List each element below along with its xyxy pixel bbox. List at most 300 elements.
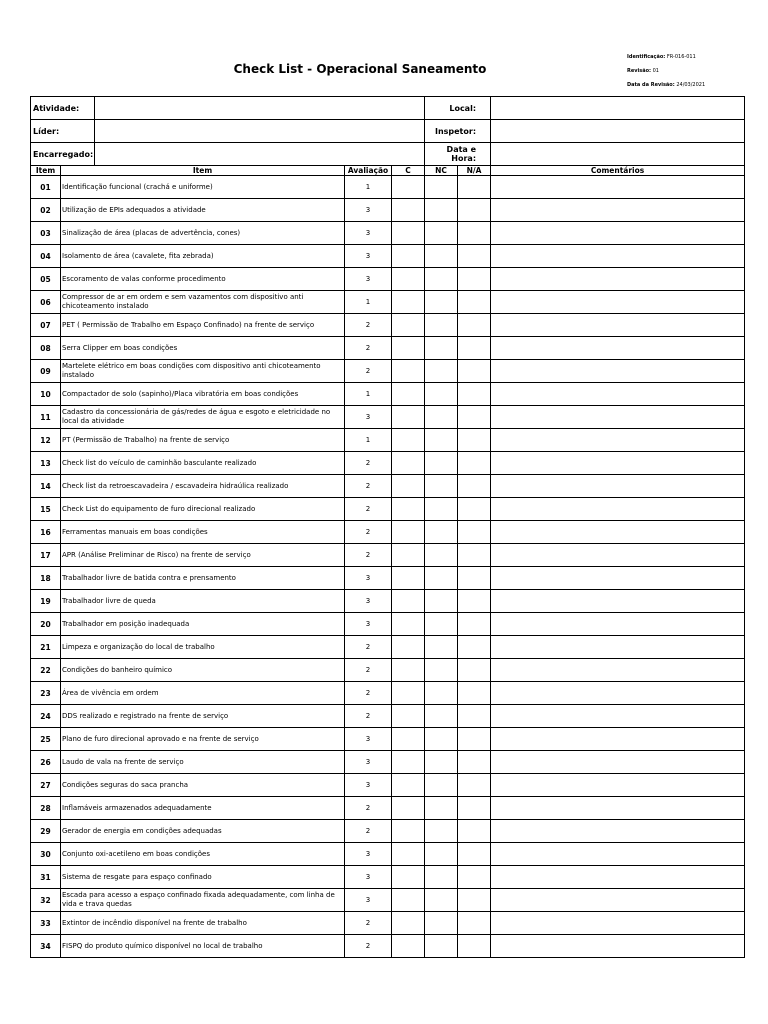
- row-avaliacao: 1: [345, 429, 392, 452]
- row-na-cell[interactable]: [458, 797, 491, 820]
- row-item: DDS realizado e registrado na frente de serviço: [61, 705, 345, 728]
- row-avaliacao: 2: [345, 705, 392, 728]
- row-nc-cell[interactable]: [425, 337, 458, 360]
- row-nc-cell[interactable]: [425, 659, 458, 682]
- row-c-cell[interactable]: [392, 728, 425, 751]
- row-avaliacao: 3: [345, 590, 392, 613]
- row-comentarios-cell[interactable]: [491, 222, 745, 245]
- row-number: 28: [31, 797, 61, 820]
- table-row: [31, 912, 745, 935]
- row-nc-cell[interactable]: [425, 429, 458, 452]
- row-nc-cell[interactable]: [425, 613, 458, 636]
- table-row: [31, 797, 745, 820]
- row-number: 23: [31, 682, 61, 705]
- row-item: Extintor de incêndio disponível na frente de trabalho: [61, 912, 345, 935]
- row-number: 03: [31, 222, 61, 245]
- table-row: [31, 567, 745, 590]
- row-avaliacao: 2: [345, 797, 392, 820]
- row-c-cell[interactable]: [392, 291, 425, 314]
- row-c-cell[interactable]: [392, 245, 425, 268]
- row-item: Check List do equipamento de furo direcional realizado: [61, 498, 345, 521]
- row-item: Condições do banheiro químico: [61, 659, 345, 682]
- table-row: [31, 176, 745, 199]
- row-nc-cell[interactable]: [425, 291, 458, 314]
- row-na-cell[interactable]: [458, 843, 491, 866]
- row-avaliacao: 3: [345, 843, 392, 866]
- table-row: [31, 820, 745, 843]
- table-row: [31, 728, 745, 751]
- row-number: 22: [31, 659, 61, 682]
- meta-data-revisao: [627, 82, 762, 88]
- row-nc-cell[interactable]: [425, 268, 458, 291]
- row-nc-cell[interactable]: [425, 452, 458, 475]
- row-comentarios-cell[interactable]: [491, 843, 745, 866]
- row-na-cell[interactable]: [458, 521, 491, 544]
- row-na-cell[interactable]: [458, 659, 491, 682]
- row-c-cell[interactable]: [392, 682, 425, 705]
- row-number: 08: [31, 337, 61, 360]
- row-comentarios-cell[interactable]: [491, 291, 745, 314]
- row-comentarios-cell[interactable]: [491, 935, 745, 958]
- col-na: N/A: [458, 166, 491, 176]
- row-nc-cell[interactable]: [425, 751, 458, 774]
- row-comentarios-cell[interactable]: [491, 199, 745, 222]
- atividade-field[interactable]: [95, 97, 425, 120]
- row-item: Compressor de ar em ordem e sem vazamentos com dispositivo anti chicoteamento instalado: [61, 291, 345, 314]
- row-number: 26: [31, 751, 61, 774]
- row-number: 11: [31, 406, 61, 429]
- row-number: 12: [31, 429, 61, 452]
- row-number: 33: [31, 912, 61, 935]
- table-row: [31, 268, 745, 291]
- row-comentarios-cell[interactable]: [491, 475, 745, 498]
- row-nc-cell[interactable]: [425, 682, 458, 705]
- row-nc-cell[interactable]: [425, 889, 458, 912]
- row-na-cell[interactable]: [458, 406, 491, 429]
- row-comentarios-cell[interactable]: [491, 636, 745, 659]
- row-c-cell[interactable]: [392, 567, 425, 590]
- row-item: Martelete elétrico em boas condições com dispositivo anti chicoteamento instalado: [61, 360, 345, 383]
- row-avaliacao: 3: [345, 774, 392, 797]
- row-item: Serra Clipper em boas condições: [61, 337, 345, 360]
- table-row: [31, 314, 745, 337]
- row-avaliacao: 2: [345, 337, 392, 360]
- row-c-cell[interactable]: [392, 314, 425, 337]
- meta-data-revisao-value: 24/03/2021: [676, 82, 706, 88]
- row-nc-cell[interactable]: [425, 360, 458, 383]
- col-item: Item: [61, 166, 345, 176]
- row-c-cell[interactable]: [392, 429, 425, 452]
- row-nc-cell[interactable]: [425, 866, 458, 889]
- row-c-cell[interactable]: [392, 406, 425, 429]
- local-label: Local:: [425, 97, 491, 120]
- table-row: [31, 843, 745, 866]
- row-c-cell[interactable]: [392, 843, 425, 866]
- row-number: 02: [31, 199, 61, 222]
- row-c-cell[interactable]: [392, 475, 425, 498]
- row-c-cell[interactable]: [392, 383, 425, 406]
- row-na-cell[interactable]: [458, 912, 491, 935]
- row-na-cell[interactable]: [458, 935, 491, 958]
- table-row: [31, 245, 745, 268]
- row-c-cell[interactable]: [392, 222, 425, 245]
- row-c-cell[interactable]: [392, 199, 425, 222]
- col-nc: NC: [425, 166, 458, 176]
- row-c-cell[interactable]: [392, 360, 425, 383]
- row-nc-cell[interactable]: [425, 843, 458, 866]
- row-comentarios-cell[interactable]: [491, 912, 745, 935]
- row-c-cell[interactable]: [392, 659, 425, 682]
- row-comentarios-cell[interactable]: [491, 590, 745, 613]
- row-na-cell[interactable]: [458, 337, 491, 360]
- row-comentarios-cell[interactable]: [491, 521, 745, 544]
- table-row: [31, 291, 745, 314]
- row-item: Escada para acesso a espaço confinado fixada adequadamente, com linha de vida e trava quedas: [61, 889, 345, 912]
- row-comentarios-cell[interactable]: [491, 383, 745, 406]
- document-title: Check List - Operacional Saneamento: [233, 62, 487, 76]
- row-avaliacao: 3: [345, 406, 392, 429]
- table-row: [31, 636, 745, 659]
- row-item: Check list do veículo de caminhão basculante realizado: [61, 452, 345, 475]
- row-c-cell[interactable]: [392, 544, 425, 567]
- row-c-cell[interactable]: [392, 889, 425, 912]
- row-na-cell[interactable]: [458, 567, 491, 590]
- row-avaliacao: 3: [345, 222, 392, 245]
- row-nc-cell[interactable]: [425, 820, 458, 843]
- row-avaliacao: 3: [345, 728, 392, 751]
- table-row: [31, 774, 745, 797]
- table-row: [31, 590, 745, 613]
- meta-identificacao-label: Identificação:: [627, 54, 666, 60]
- row-avaliacao: 3: [345, 751, 392, 774]
- row-comentarios-cell[interactable]: [491, 176, 745, 199]
- row-c-cell[interactable]: [392, 337, 425, 360]
- row-comentarios-cell[interactable]: [491, 774, 745, 797]
- row-item: Trabalhador livre de batida contra e prensamento: [61, 567, 345, 590]
- row-number: 34: [31, 935, 61, 958]
- row-na-cell[interactable]: [458, 774, 491, 797]
- row-c-cell[interactable]: [392, 498, 425, 521]
- row-item: PET ( Permissão de Trabalho em Espaço Confinado) na frente de serviço: [61, 314, 345, 337]
- row-comentarios-cell[interactable]: [491, 751, 745, 774]
- row-item: Laudo de vala na frente de serviço: [61, 751, 345, 774]
- table-row: [31, 613, 745, 636]
- row-number: 31: [31, 866, 61, 889]
- row-number: 14: [31, 475, 61, 498]
- row-avaliacao: 3: [345, 613, 392, 636]
- col-comentarios: Comentários: [491, 166, 745, 176]
- table-row: [31, 866, 745, 889]
- data-hora-field[interactable]: [491, 143, 745, 166]
- row-number: 10: [31, 383, 61, 406]
- row-item: Área de vivência em ordem: [61, 682, 345, 705]
- row-na-cell[interactable]: [458, 866, 491, 889]
- row-item: Trabalhador em posição inadequada: [61, 613, 345, 636]
- row-nc-cell[interactable]: [425, 797, 458, 820]
- meta-data-revisao-label: Data da Revisão:: [627, 82, 675, 88]
- row-avaliacao: 3: [345, 245, 392, 268]
- row-number: 29: [31, 820, 61, 843]
- row-item: Trabalhador livre de queda: [61, 590, 345, 613]
- table-row: [31, 705, 745, 728]
- row-c-cell[interactable]: [392, 820, 425, 843]
- row-avaliacao: 3: [345, 268, 392, 291]
- col-item-num: Item: [31, 166, 61, 176]
- lider-field[interactable]: [95, 120, 425, 143]
- table-row: [31, 360, 745, 383]
- data-hora-label: Data e Hora:: [425, 143, 491, 166]
- row-number: 32: [31, 889, 61, 912]
- row-comentarios-cell[interactable]: [491, 682, 745, 705]
- row-c-cell[interactable]: [392, 751, 425, 774]
- row-item: Limpeza e organização do local de trabalho: [61, 636, 345, 659]
- table-row: [31, 475, 745, 498]
- table-row: [31, 222, 745, 245]
- row-na-cell[interactable]: [458, 176, 491, 199]
- row-nc-cell[interactable]: [425, 567, 458, 590]
- meta-revisao: [627, 68, 762, 74]
- row-item: Sistema de resgate para espaço confinado: [61, 866, 345, 889]
- row-nc-cell[interactable]: [425, 406, 458, 429]
- row-comentarios-cell[interactable]: [491, 613, 745, 636]
- row-nc-cell[interactable]: [425, 728, 458, 751]
- row-item: Gerador de energia em condições adequadas: [61, 820, 345, 843]
- row-comentarios-cell[interactable]: [491, 360, 745, 383]
- row-number: 06: [31, 291, 61, 314]
- row-na-cell[interactable]: [458, 429, 491, 452]
- row-na-cell[interactable]: [458, 613, 491, 636]
- row-comentarios-cell[interactable]: [491, 567, 745, 590]
- row-number: 04: [31, 245, 61, 268]
- table-row: [31, 337, 745, 360]
- row-comentarios-cell[interactable]: [491, 728, 745, 751]
- row-comentarios-cell[interactable]: [491, 268, 745, 291]
- row-na-cell[interactable]: [458, 705, 491, 728]
- row-na-cell[interactable]: [458, 383, 491, 406]
- row-number: 25: [31, 728, 61, 751]
- row-nc-cell[interactable]: [425, 498, 458, 521]
- row-nc-cell[interactable]: [425, 245, 458, 268]
- row-number: 24: [31, 705, 61, 728]
- row-na-cell[interactable]: [458, 314, 491, 337]
- row-avaliacao: 1: [345, 176, 392, 199]
- row-c-cell[interactable]: [392, 912, 425, 935]
- row-comentarios-cell[interactable]: [491, 705, 745, 728]
- row-nc-cell[interactable]: [425, 199, 458, 222]
- row-avaliacao: 2: [345, 820, 392, 843]
- row-nc-cell[interactable]: [425, 222, 458, 245]
- row-avaliacao: 2: [345, 682, 392, 705]
- row-na-cell[interactable]: [458, 291, 491, 314]
- row-na-cell[interactable]: [458, 452, 491, 475]
- row-nc-cell[interactable]: [425, 314, 458, 337]
- row-nc-cell[interactable]: [425, 705, 458, 728]
- row-item: Compactador de solo (sapinho)/Placa vibratória em boas condições: [61, 383, 345, 406]
- row-comentarios-cell[interactable]: [491, 245, 745, 268]
- row-item: FISPQ do produto químico disponível no local de trabalho: [61, 935, 345, 958]
- row-c-cell[interactable]: [392, 268, 425, 291]
- row-comentarios-cell[interactable]: [491, 498, 745, 521]
- row-item: Isolamento de área (cavalete, fita zebrada): [61, 245, 345, 268]
- row-number: 27: [31, 774, 61, 797]
- table-row: [31, 889, 745, 912]
- table-row: [31, 498, 745, 521]
- row-item: Identificação funcional (crachá e uniforme): [61, 176, 345, 199]
- row-number: 13: [31, 452, 61, 475]
- row-number: 18: [31, 567, 61, 590]
- row-na-cell[interactable]: [458, 889, 491, 912]
- row-item: Sinalização de área (placas de advertência, cones): [61, 222, 345, 245]
- row-avaliacao: 2: [345, 498, 392, 521]
- row-c-cell[interactable]: [392, 636, 425, 659]
- row-item: Ferramentas manuais em boas condições: [61, 521, 345, 544]
- col-c: C: [392, 166, 425, 176]
- row-avaliacao: 2: [345, 314, 392, 337]
- row-comentarios-cell[interactable]: [491, 429, 745, 452]
- row-number: 15: [31, 498, 61, 521]
- row-number: 20: [31, 613, 61, 636]
- row-na-cell[interactable]: [458, 636, 491, 659]
- checklist-table: [30, 96, 745, 958]
- row-comentarios-cell[interactable]: [491, 889, 745, 912]
- row-item: Cadastro da concessionária de gás/redes de água e esgoto e eletricidade no local da atividade: [61, 406, 345, 429]
- table-row: [31, 544, 745, 567]
- inspetor-label: Inspetor:: [425, 120, 491, 143]
- row-c-cell[interactable]: [392, 590, 425, 613]
- row-item: Check list da retroescavadeira / escavadeira hidraúlica realizado: [61, 475, 345, 498]
- table-row: [31, 682, 745, 705]
- row-number: 05: [31, 268, 61, 291]
- row-number: 17: [31, 544, 61, 567]
- table-row: [31, 383, 745, 406]
- atividade-label: Atividade:: [31, 97, 95, 120]
- row-avaliacao: 2: [345, 912, 392, 935]
- table-row: [31, 751, 745, 774]
- row-number: 19: [31, 590, 61, 613]
- row-nc-cell[interactable]: [425, 935, 458, 958]
- row-item: Inflamáveis armazenados adequadamente: [61, 797, 345, 820]
- row-comentarios-cell[interactable]: [491, 659, 745, 682]
- table-row: [31, 199, 745, 222]
- row-nc-cell[interactable]: [425, 636, 458, 659]
- row-comentarios-cell[interactable]: [491, 820, 745, 843]
- row-c-cell[interactable]: [392, 521, 425, 544]
- meta-revisao-label: Revisão:: [627, 68, 651, 74]
- row-na-cell[interactable]: [458, 360, 491, 383]
- row-c-cell[interactable]: [392, 866, 425, 889]
- row-nc-cell[interactable]: [425, 590, 458, 613]
- row-nc-cell[interactable]: [425, 774, 458, 797]
- row-c-cell[interactable]: [392, 935, 425, 958]
- row-c-cell[interactable]: [392, 176, 425, 199]
- row-c-cell[interactable]: [392, 705, 425, 728]
- row-na-cell[interactable]: [458, 544, 491, 567]
- row-na-cell[interactable]: [458, 728, 491, 751]
- row-avaliacao: 3: [345, 199, 392, 222]
- row-c-cell[interactable]: [392, 452, 425, 475]
- row-nc-cell[interactable]: [425, 383, 458, 406]
- inspetor-field[interactable]: [491, 120, 745, 143]
- meta-revisao-value: 01: [652, 68, 659, 74]
- row-avaliacao: 3: [345, 866, 392, 889]
- row-na-cell[interactable]: [458, 475, 491, 498]
- row-avaliacao: 2: [345, 659, 392, 682]
- row-comentarios-cell[interactable]: [491, 544, 745, 567]
- row-na-cell[interactable]: [458, 590, 491, 613]
- row-comentarios-cell[interactable]: [491, 406, 745, 429]
- row-item: APR (Análise Preliminar de Risco) na frente de serviço: [61, 544, 345, 567]
- row-na-cell[interactable]: [458, 682, 491, 705]
- row-nc-cell[interactable]: [425, 521, 458, 544]
- row-comentarios-cell[interactable]: [491, 797, 745, 820]
- row-item: Utilização de EPIs adequados a atividade: [61, 199, 345, 222]
- checklist-rows: [31, 176, 745, 958]
- col-avaliacao: Avaliação: [345, 166, 392, 176]
- row-na-cell[interactable]: [458, 820, 491, 843]
- row-avaliacao: 3: [345, 889, 392, 912]
- table-row: [31, 659, 745, 682]
- row-avaliacao: 1: [345, 291, 392, 314]
- row-avaliacao: 2: [345, 521, 392, 544]
- row-number: 30: [31, 843, 61, 866]
- row-comentarios-cell[interactable]: [491, 337, 745, 360]
- row-nc-cell[interactable]: [425, 475, 458, 498]
- row-avaliacao: 2: [345, 636, 392, 659]
- row-avaliacao: 3: [345, 567, 392, 590]
- row-nc-cell[interactable]: [425, 912, 458, 935]
- row-avaliacao: 2: [345, 935, 392, 958]
- row-avaliacao: 2: [345, 475, 392, 498]
- table-row: [31, 406, 745, 429]
- meta-identificacao-value: FR-016-011: [666, 54, 696, 60]
- row-c-cell[interactable]: [392, 797, 425, 820]
- row-number: 01: [31, 176, 61, 199]
- row-na-cell[interactable]: [458, 222, 491, 245]
- row-c-cell[interactable]: [392, 774, 425, 797]
- row-item: Escoramento de valas conforme procedimento: [61, 268, 345, 291]
- row-number: 16: [31, 521, 61, 544]
- row-item: Condições seguras do saca prancha: [61, 774, 345, 797]
- row-comentarios-cell[interactable]: [491, 866, 745, 889]
- table-row: [31, 935, 745, 958]
- row-comentarios-cell[interactable]: [491, 452, 745, 475]
- row-item: PT (Permissão de Trabalho) na frente de serviço: [61, 429, 345, 452]
- encarregado-label: Encarregado:: [31, 143, 95, 166]
- row-nc-cell[interactable]: [425, 176, 458, 199]
- row-comentarios-cell[interactable]: [491, 314, 745, 337]
- meta-identificacao: [627, 54, 762, 60]
- row-number: 09: [31, 360, 61, 383]
- row-avaliacao: 1: [345, 383, 392, 406]
- table-row: [31, 521, 745, 544]
- row-na-cell[interactable]: [458, 498, 491, 521]
- row-c-cell[interactable]: [392, 613, 425, 636]
- row-na-cell[interactable]: [458, 199, 491, 222]
- local-field[interactable]: [491, 97, 745, 120]
- row-number: 07: [31, 314, 61, 337]
- row-na-cell[interactable]: [458, 268, 491, 291]
- row-nc-cell[interactable]: [425, 544, 458, 567]
- row-item: Plano de furo direcional aprovado e na frente de serviço: [61, 728, 345, 751]
- row-avaliacao: 2: [345, 452, 392, 475]
- table-row: [31, 429, 745, 452]
- encarregado-field[interactable]: [95, 143, 425, 166]
- row-na-cell[interactable]: [458, 751, 491, 774]
- table-row: [31, 452, 745, 475]
- row-number: 21: [31, 636, 61, 659]
- lider-label: Líder:: [31, 120, 95, 143]
- row-na-cell[interactable]: [458, 245, 491, 268]
